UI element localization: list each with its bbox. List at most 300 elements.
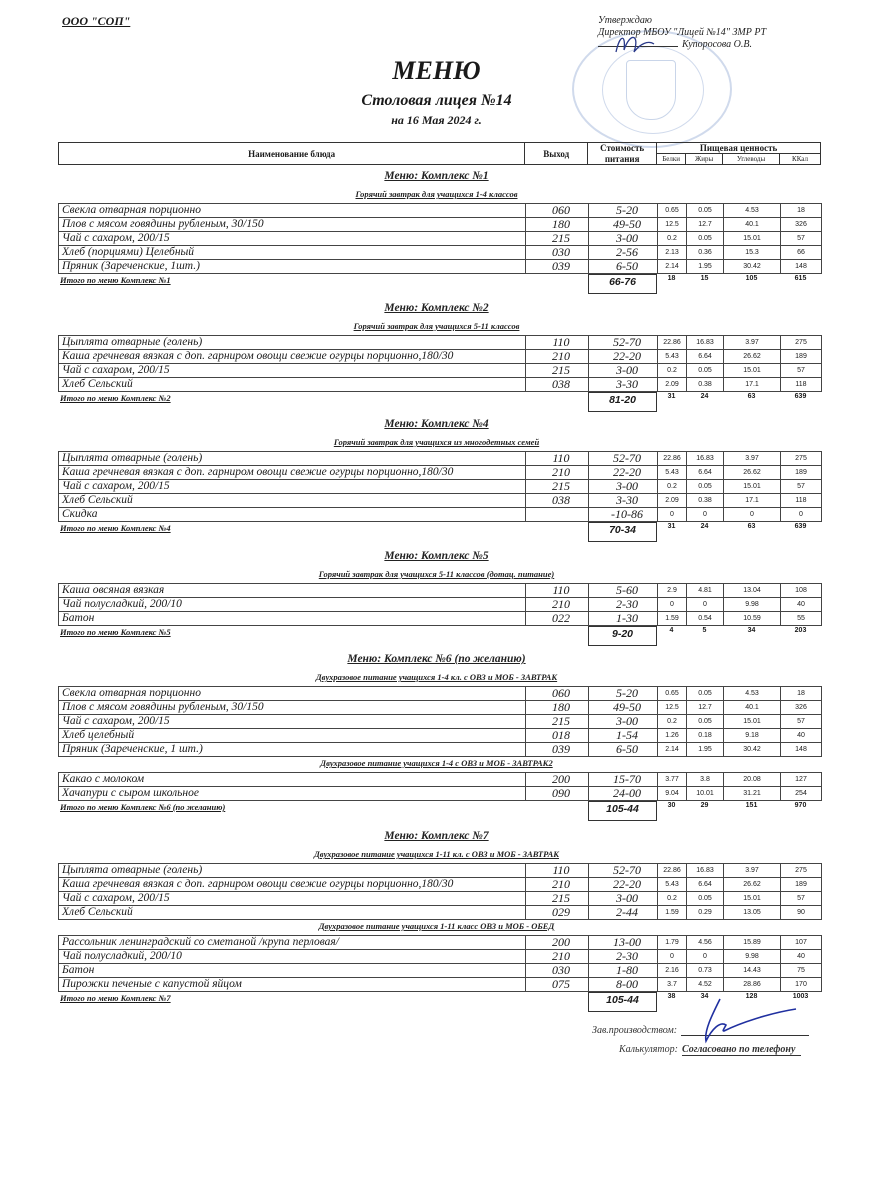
dish-fat: 0.54 bbox=[687, 612, 724, 626]
dish-protein: 0.2 bbox=[658, 715, 687, 729]
total-kcal: 970 bbox=[794, 802, 807, 809]
dish-cost: 1-30 bbox=[589, 612, 658, 626]
dish-fat: 16.83 bbox=[687, 864, 724, 878]
total-kcal: 1003 bbox=[792, 993, 809, 1000]
dish-cost: 5-60 bbox=[589, 584, 658, 598]
dish-protein: 2.14 bbox=[658, 260, 687, 274]
dish-cost: 3-00 bbox=[589, 715, 658, 729]
dish-fat: 16.83 bbox=[687, 336, 724, 350]
table-row bbox=[59, 950, 822, 964]
table-row bbox=[59, 508, 822, 522]
dish-carbs: 0 bbox=[724, 508, 781, 522]
header-cost-line1: Стоимость bbox=[588, 143, 657, 154]
dish-carbs: 9.98 bbox=[724, 598, 781, 612]
dish-protein: 2.13 bbox=[658, 246, 687, 260]
dish-carbs: 17.1 bbox=[724, 378, 781, 392]
dish-carbs: 13.04 bbox=[724, 584, 781, 598]
dish-kcal: 275 bbox=[781, 452, 822, 466]
section-total bbox=[58, 393, 821, 411]
table-row bbox=[59, 466, 822, 480]
dish-output: 030 bbox=[526, 246, 589, 260]
dish-fat: 0.73 bbox=[687, 964, 724, 978]
total-label: Итого по меню Комплекс №1 bbox=[60, 275, 171, 285]
dish-cost: 2-30 bbox=[589, 950, 658, 964]
dish-fat: 0.18 bbox=[687, 729, 724, 743]
total-fat: 24 bbox=[700, 393, 709, 400]
dish-name: Какао с молоком bbox=[59, 773, 526, 787]
dish-carbs: 28.86 bbox=[724, 978, 781, 992]
dish-name: Рассольник ленинградский со сметаной /крупа перловая/ bbox=[59, 936, 526, 950]
dish-output: 110 bbox=[526, 336, 589, 350]
section-total bbox=[58, 523, 821, 541]
table-row bbox=[59, 743, 822, 757]
table-row bbox=[59, 964, 822, 978]
section-title: Меню: Комплекс №7 bbox=[384, 830, 489, 842]
dish-cost: 1-54 bbox=[589, 729, 658, 743]
menu-table bbox=[58, 583, 822, 626]
menu-table bbox=[58, 772, 822, 801]
dish-cost: 5-20 bbox=[589, 687, 658, 701]
dish-kcal: 18 bbox=[781, 687, 822, 701]
total-label: Итого по меню Комплекс №4 bbox=[60, 523, 171, 533]
table-row bbox=[59, 350, 822, 364]
dish-kcal: 275 bbox=[781, 336, 822, 350]
dish-output: 029 bbox=[526, 906, 589, 920]
dish-fat: 0.05 bbox=[687, 364, 724, 378]
dish-carbs: 31.21 bbox=[724, 787, 781, 801]
total-carbs: 63 bbox=[747, 523, 756, 530]
dish-kcal: 189 bbox=[781, 878, 822, 892]
total-fat: 29 bbox=[700, 802, 709, 809]
dish-carbs: 15.01 bbox=[724, 892, 781, 906]
dish-name: Каша гречневая вязкая с доп. гарниром овощи свежие огурцы порционно,180/30 bbox=[59, 466, 526, 480]
dish-name: Свекла отварная порционно bbox=[59, 687, 526, 701]
dish-protein: 1.26 bbox=[658, 729, 687, 743]
dish-protein: 0.65 bbox=[658, 687, 687, 701]
dish-protein: 0 bbox=[658, 598, 687, 612]
section-total bbox=[58, 275, 821, 293]
section-total bbox=[58, 802, 821, 820]
calculator-value: Согласовано по телефону bbox=[682, 1044, 801, 1056]
table-row bbox=[59, 218, 822, 232]
dish-carbs: 13.05 bbox=[724, 906, 781, 920]
table-row bbox=[59, 364, 822, 378]
dish-kcal: 75 bbox=[781, 964, 822, 978]
total-cost: 70-34 bbox=[588, 522, 657, 542]
dish-fat: 10.01 bbox=[687, 787, 724, 801]
dish-cost: 5-20 bbox=[589, 204, 658, 218]
dish-cost: 3-00 bbox=[589, 232, 658, 246]
header-protein: Белки bbox=[657, 154, 686, 165]
dish-kcal: 118 bbox=[781, 378, 822, 392]
dish-cost: 2-30 bbox=[589, 598, 658, 612]
dish-cost: 3-00 bbox=[589, 364, 658, 378]
dish-carbs: 30.42 bbox=[724, 743, 781, 757]
dish-protein: 1.79 bbox=[658, 936, 687, 950]
dish-carbs: 10.59 bbox=[724, 612, 781, 626]
group-subtitle: Двухразовое питание учащихся 1-4 кл. с ОВЗ и МОБ - ЗАВТРАК bbox=[315, 672, 558, 682]
approval-line: Утверждаю bbox=[598, 15, 652, 26]
dish-kcal: 148 bbox=[781, 743, 822, 757]
dish-output: 215 bbox=[526, 892, 589, 906]
table-row bbox=[59, 612, 822, 626]
dish-protein: 0.2 bbox=[658, 232, 687, 246]
table-row bbox=[59, 787, 822, 801]
group-subtitle: Двухразовое питание учащихся 1-11 класс ОВЗ и МОБ - ОБЕД bbox=[318, 921, 555, 931]
table-row bbox=[59, 729, 822, 743]
menu-date: на 16 Мая 2024 г. bbox=[391, 113, 482, 127]
dish-name: Хлеб Сельский bbox=[59, 378, 526, 392]
total-label: Итого по меню Комплекс №5 bbox=[60, 627, 171, 637]
dish-name: Хлеб Сельский bbox=[59, 906, 526, 920]
organization-name: ООО "СОП" bbox=[62, 14, 131, 28]
table-row bbox=[59, 232, 822, 246]
total-kcal: 639 bbox=[794, 523, 807, 530]
dish-output: 110 bbox=[526, 864, 589, 878]
dish-protein: 2.9 bbox=[658, 584, 687, 598]
header-output: Выход bbox=[525, 143, 588, 165]
dish-cost: 1-80 bbox=[589, 964, 658, 978]
total-label: Итого по меню Комплекс №2 bbox=[60, 393, 171, 403]
dish-output: 200 bbox=[526, 773, 589, 787]
section-title: Меню: Комплекс №1 bbox=[384, 170, 489, 182]
dish-output: 180 bbox=[526, 218, 589, 232]
dish-kcal: 189 bbox=[781, 466, 822, 480]
header-dish-name: Наименование блюда bbox=[59, 143, 525, 165]
total-protein: 4 bbox=[669, 627, 674, 634]
group-subtitle: Двухразовое питание учащихся 1-11 кл. с ОВЗ и МОБ - ЗАВТРАК bbox=[313, 849, 560, 859]
dish-output: 039 bbox=[526, 260, 589, 274]
dish-fat: 0 bbox=[687, 508, 724, 522]
dish-fat: 0.05 bbox=[687, 480, 724, 494]
dish-protein: 22.86 bbox=[658, 864, 687, 878]
dish-name: Цыплята отварные (голень) bbox=[59, 452, 526, 466]
dish-output: 030 bbox=[526, 964, 589, 978]
dish-cost: 24-00 bbox=[589, 787, 658, 801]
dish-output: 060 bbox=[526, 687, 589, 701]
dish-protein: 12.5 bbox=[658, 218, 687, 232]
total-protein: 18 bbox=[667, 275, 676, 282]
dish-name: Цыплята отварные (голень) bbox=[59, 336, 526, 350]
dish-name: Пряник (Зареченские, 1 шт.) bbox=[59, 743, 526, 757]
dish-output: 215 bbox=[526, 364, 589, 378]
dish-protein: 0.2 bbox=[658, 892, 687, 906]
calculator-field bbox=[619, 1044, 801, 1055]
dish-output: 210 bbox=[526, 878, 589, 892]
dish-name: Хлеб (порциями) Целебный bbox=[59, 246, 526, 260]
dish-output: 018 bbox=[526, 729, 589, 743]
menu-table bbox=[58, 203, 822, 274]
header-carbs: Углеводы bbox=[723, 154, 780, 165]
total-fat: 24 bbox=[700, 523, 709, 530]
total-carbs: 151 bbox=[745, 802, 758, 809]
dish-kcal: 189 bbox=[781, 350, 822, 364]
dish-output: 060 bbox=[526, 204, 589, 218]
total-carbs: 128 bbox=[745, 993, 758, 1000]
dish-carbs: 4.53 bbox=[724, 204, 781, 218]
dish-name: Хлеб целебный bbox=[59, 729, 526, 743]
dish-kcal: 108 bbox=[781, 584, 822, 598]
header-cost-line2: питания bbox=[588, 154, 657, 165]
dish-fat: 1.95 bbox=[687, 743, 724, 757]
table-row bbox=[59, 773, 822, 787]
dish-protein: 0.2 bbox=[658, 480, 687, 494]
dish-name: Хачапури с сыром школьное bbox=[59, 787, 526, 801]
dish-carbs: 15.89 bbox=[724, 936, 781, 950]
canteen-name: Столовая лицея №14 bbox=[361, 92, 512, 109]
total-fat: 34 bbox=[700, 993, 709, 1000]
table-row bbox=[59, 906, 822, 920]
dish-carbs: 15.01 bbox=[724, 232, 781, 246]
dish-output: 180 bbox=[526, 701, 589, 715]
dish-name: Пирожки печеные с капустой яйцом bbox=[59, 978, 526, 992]
dish-output: 210 bbox=[526, 466, 589, 480]
dish-name: Каша гречневая вязкая с доп. гарниром овощи свежие огурцы порционно,180/30 bbox=[59, 350, 526, 364]
section-title: Меню: Комплекс №5 bbox=[384, 550, 489, 562]
dish-cost: 22-20 bbox=[589, 878, 658, 892]
dish-carbs: 40.1 bbox=[724, 218, 781, 232]
total-cost: 9-20 bbox=[588, 626, 657, 646]
dish-kcal: 127 bbox=[781, 773, 822, 787]
table-row bbox=[59, 584, 822, 598]
dish-name: Цыплята отварные (голень) bbox=[59, 864, 526, 878]
dish-kcal: 40 bbox=[781, 729, 822, 743]
dish-protein: 0.65 bbox=[658, 204, 687, 218]
dish-fat: 6.64 bbox=[687, 878, 724, 892]
dish-cost: 6-50 bbox=[589, 260, 658, 274]
dish-cost: 6-50 bbox=[589, 743, 658, 757]
dish-output bbox=[526, 508, 589, 522]
dish-cost: 52-70 bbox=[589, 452, 658, 466]
dish-carbs: 3.97 bbox=[724, 864, 781, 878]
total-carbs: 34 bbox=[747, 627, 756, 634]
table-row bbox=[59, 978, 822, 992]
dish-fat: 12.7 bbox=[687, 218, 724, 232]
header-fat: Жиры bbox=[686, 154, 723, 165]
dish-output: 215 bbox=[526, 715, 589, 729]
total-cost: 66-76 bbox=[588, 274, 657, 294]
dish-output: 210 bbox=[526, 350, 589, 364]
dish-fat: 0 bbox=[687, 598, 724, 612]
table-row bbox=[59, 687, 822, 701]
dish-carbs: 15.3 bbox=[724, 246, 781, 260]
table-row bbox=[59, 878, 822, 892]
approval-signer: Купоросова О.В. bbox=[682, 39, 752, 50]
group-subtitle: Горячий завтрак для учащихся 5-11 классов bbox=[353, 321, 520, 331]
dish-cost: 52-70 bbox=[589, 336, 658, 350]
table-row bbox=[59, 452, 822, 466]
total-carbs: 105 bbox=[745, 275, 758, 282]
total-protein: 38 bbox=[667, 993, 676, 1000]
dish-protein: 22.86 bbox=[658, 452, 687, 466]
table-row bbox=[59, 260, 822, 274]
manager-signature-icon bbox=[690, 995, 800, 1045]
dish-output: 215 bbox=[526, 480, 589, 494]
dish-kcal: 57 bbox=[781, 480, 822, 494]
dish-kcal: 90 bbox=[781, 906, 822, 920]
dish-kcal: 40 bbox=[781, 950, 822, 964]
dish-kcal: 118 bbox=[781, 494, 822, 508]
dish-cost: 22-20 bbox=[589, 350, 658, 364]
dish-output: 038 bbox=[526, 378, 589, 392]
dish-name: Чай с сахаром, 200/15 bbox=[59, 480, 526, 494]
page-title: МЕНЮ bbox=[392, 56, 481, 85]
dish-fat: 3.8 bbox=[687, 773, 724, 787]
total-cost: 81-20 bbox=[588, 392, 657, 412]
dish-cost: 2-44 bbox=[589, 906, 658, 920]
dish-protein: 3.77 bbox=[658, 773, 687, 787]
table-row bbox=[59, 246, 822, 260]
dish-carbs: 4.53 bbox=[724, 687, 781, 701]
dish-carbs: 3.97 bbox=[724, 336, 781, 350]
dish-cost: 8-00 bbox=[589, 978, 658, 992]
dish-fat: 0.29 bbox=[687, 906, 724, 920]
dish-protein: 5.43 bbox=[658, 466, 687, 480]
dish-kcal: 57 bbox=[781, 715, 822, 729]
dish-protein: 22.86 bbox=[658, 336, 687, 350]
dish-protein: 2.09 bbox=[658, 494, 687, 508]
dish-kcal: 326 bbox=[781, 218, 822, 232]
dish-protein: 5.43 bbox=[658, 878, 687, 892]
dish-fat: 0 bbox=[687, 950, 724, 964]
dish-protein: 5.43 bbox=[658, 350, 687, 364]
dish-name: Каша гречневая вязкая с доп. гарниром овощи свежие огурцы порционно,180/30 bbox=[59, 878, 526, 892]
dish-carbs: 17.1 bbox=[724, 494, 781, 508]
total-kcal: 639 bbox=[794, 393, 807, 400]
dish-protein: 0.2 bbox=[658, 364, 687, 378]
dish-fat: 0.36 bbox=[687, 246, 724, 260]
dish-kcal: 40 bbox=[781, 598, 822, 612]
production-label: Зав.производством: bbox=[592, 1025, 678, 1036]
dish-cost: 2-56 bbox=[589, 246, 658, 260]
dish-name: Чай с сахаром, 200/15 bbox=[59, 715, 526, 729]
table-row bbox=[59, 204, 822, 218]
dish-carbs: 9.18 bbox=[724, 729, 781, 743]
section-total bbox=[58, 627, 821, 645]
dish-cost: 49-50 bbox=[589, 701, 658, 715]
dish-name: Пряник (Зареченские, 1шт.) bbox=[59, 260, 526, 274]
dish-cost: 3-00 bbox=[589, 892, 658, 906]
dish-kcal: 57 bbox=[781, 892, 822, 906]
dish-carbs: 26.62 bbox=[724, 878, 781, 892]
table-row bbox=[59, 715, 822, 729]
dish-kcal: 275 bbox=[781, 864, 822, 878]
table-row bbox=[59, 336, 822, 350]
dish-output: 110 bbox=[526, 452, 589, 466]
table-row bbox=[59, 598, 822, 612]
group-subtitle: Двухразовое питание учащихся 1-4 с ОВЗ и МОБ - ЗАВТРАК2 bbox=[320, 758, 553, 768]
dish-protein: 12.5 bbox=[658, 701, 687, 715]
dish-kcal: 57 bbox=[781, 232, 822, 246]
dish-cost: -10-86 bbox=[589, 508, 658, 522]
dish-output: 090 bbox=[526, 787, 589, 801]
dish-output: 110 bbox=[526, 584, 589, 598]
dish-kcal: 254 bbox=[781, 787, 822, 801]
dish-fat: 0.05 bbox=[687, 715, 724, 729]
dish-output: 022 bbox=[526, 612, 589, 626]
dish-name: Батон bbox=[59, 964, 526, 978]
dish-output: 039 bbox=[526, 743, 589, 757]
dish-protein: 2.14 bbox=[658, 743, 687, 757]
dish-cost: 15-70 bbox=[589, 773, 658, 787]
dish-cost: 3-00 bbox=[589, 480, 658, 494]
total-kcal: 615 bbox=[794, 275, 807, 282]
dish-protein: 2.16 bbox=[658, 964, 687, 978]
dish-name: Плов с мясом говядины рубленым, 30/150 bbox=[59, 701, 526, 715]
menu-table bbox=[58, 686, 822, 757]
dish-fat: 16.83 bbox=[687, 452, 724, 466]
total-cost: 105-44 bbox=[588, 992, 657, 1012]
dish-carbs: 30.42 bbox=[724, 260, 781, 274]
menu-table bbox=[58, 935, 822, 992]
total-protein: 31 bbox=[667, 523, 676, 530]
dish-kcal: 55 bbox=[781, 612, 822, 626]
table-row bbox=[59, 480, 822, 494]
dish-carbs: 15.01 bbox=[724, 715, 781, 729]
dish-fat: 0.05 bbox=[687, 232, 724, 246]
dish-output: 215 bbox=[526, 232, 589, 246]
dish-name: Каша овсяная вязкая bbox=[59, 584, 526, 598]
group-subtitle: Горячий завтрак для учащихся из многодетных семей bbox=[333, 437, 540, 447]
group-subtitle: Горячий завтрак для учащихся 1-4 классов bbox=[355, 189, 518, 199]
dish-fat: 0.38 bbox=[687, 494, 724, 508]
dish-fat: 12.7 bbox=[687, 701, 724, 715]
dish-cost: 49-50 bbox=[589, 218, 658, 232]
table-row bbox=[59, 701, 822, 715]
dish-carbs: 15.01 bbox=[724, 480, 781, 494]
dish-name: Батон bbox=[59, 612, 526, 626]
dish-carbs: 3.97 bbox=[724, 452, 781, 466]
dish-kcal: 148 bbox=[781, 260, 822, 274]
dish-protein: 9.04 bbox=[658, 787, 687, 801]
dish-output: 038 bbox=[526, 494, 589, 508]
menu-table bbox=[58, 335, 822, 392]
dish-kcal: 107 bbox=[781, 936, 822, 950]
dish-carbs: 40.1 bbox=[724, 701, 781, 715]
dish-cost: 22-20 bbox=[589, 466, 658, 480]
menu-table bbox=[58, 863, 822, 920]
total-carbs: 63 bbox=[747, 393, 756, 400]
dish-cost: 52-70 bbox=[589, 864, 658, 878]
dish-kcal: 66 bbox=[781, 246, 822, 260]
dish-kcal: 326 bbox=[781, 701, 822, 715]
table-row bbox=[59, 864, 822, 878]
dish-protein: 2.09 bbox=[658, 378, 687, 392]
dish-kcal: 57 bbox=[781, 364, 822, 378]
dish-protein: 0 bbox=[658, 950, 687, 964]
dish-name: Чай с сахаром, 200/15 bbox=[59, 364, 526, 378]
dish-carbs: 15.01 bbox=[724, 364, 781, 378]
header-nutrition: Пищевая ценность bbox=[657, 143, 821, 154]
dish-kcal: 18 bbox=[781, 204, 822, 218]
dish-name: Чай полусладкий, 200/10 bbox=[59, 950, 526, 964]
table-header bbox=[58, 142, 821, 165]
dish-carbs: 14.43 bbox=[724, 964, 781, 978]
dish-fat: 6.64 bbox=[687, 466, 724, 480]
dish-fat: 0.05 bbox=[687, 687, 724, 701]
section-title: Меню: Комплекс №4 bbox=[384, 418, 489, 430]
dish-carbs: 20.08 bbox=[724, 773, 781, 787]
dish-kcal: 170 bbox=[781, 978, 822, 992]
dish-output: 075 bbox=[526, 978, 589, 992]
total-label: Итого по меню Комплекс №7 bbox=[60, 993, 171, 1003]
menu-table bbox=[58, 451, 822, 522]
dish-name: Скидка bbox=[59, 508, 526, 522]
dish-fat: 0.05 bbox=[687, 892, 724, 906]
dish-output: 210 bbox=[526, 598, 589, 612]
dish-name: Чай полусладкий, 200/10 bbox=[59, 598, 526, 612]
dish-fat: 4.81 bbox=[687, 584, 724, 598]
